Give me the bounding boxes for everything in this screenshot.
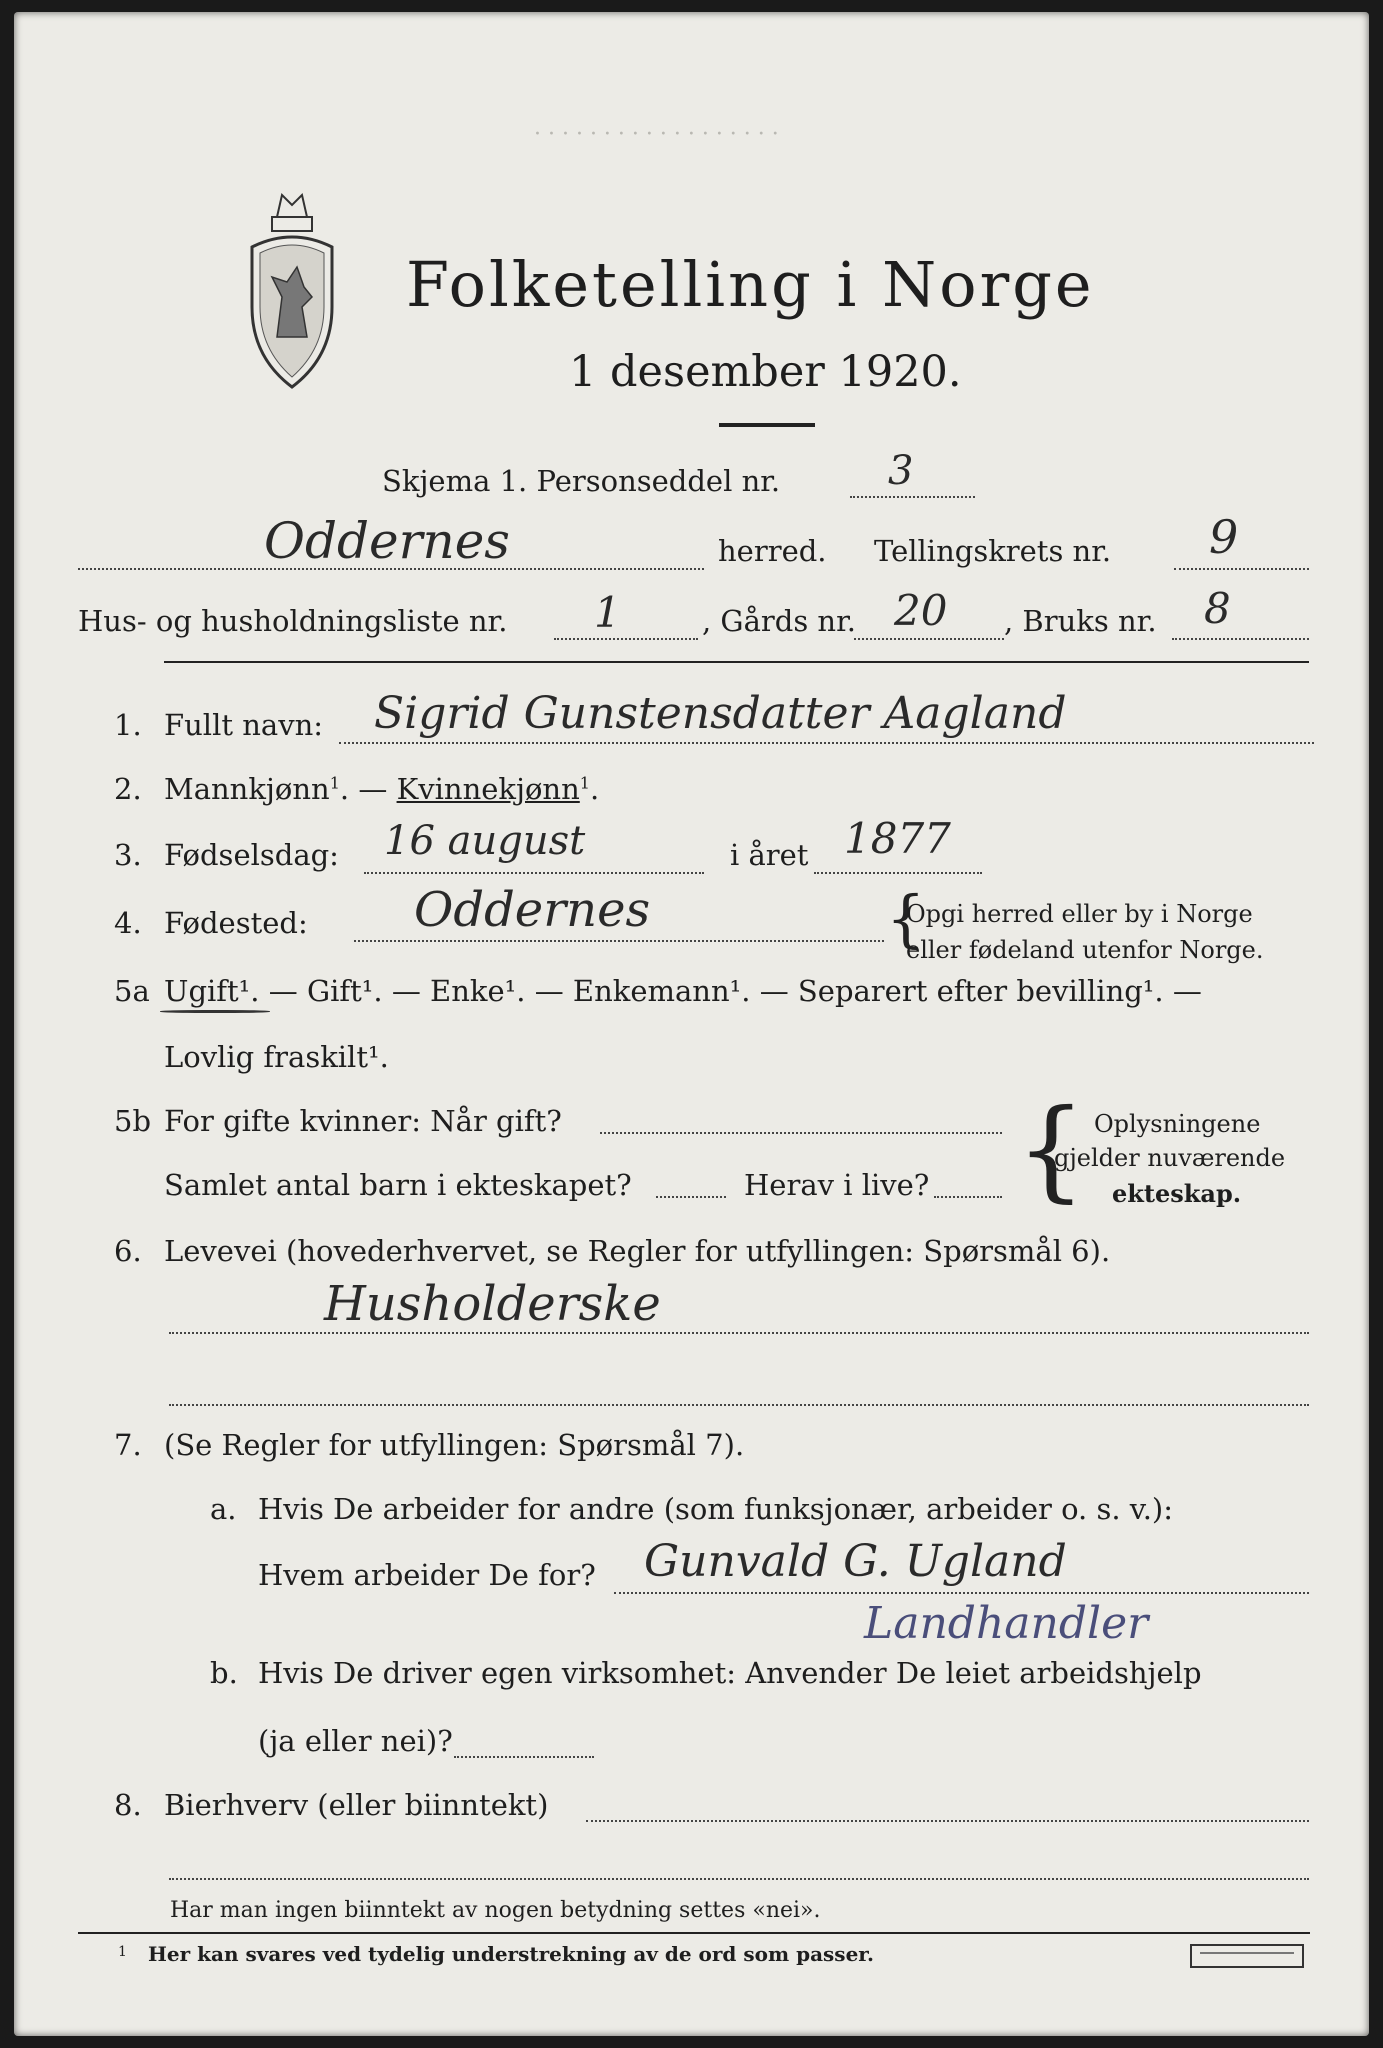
q5b-line1: For gifte kvinner: Når gift? [164,1104,562,1138]
q2-male: Mannkjønn [164,772,330,806]
footer-rule [78,1932,1310,1934]
q2-sep: . — [339,772,388,806]
q4-note-line1: Opgi herred eller by i Norge [906,900,1253,928]
q3-number: 3. [114,838,142,872]
q4-number: 4. [114,906,142,940]
schema-dots [850,496,975,498]
q3-birth-day: 16 august [384,818,586,864]
q6-number: 6. [114,1234,142,1268]
form-title: Folketelling i Norge [406,248,1095,321]
q2-options: Mannkjønn$^1$. — Kvinnekjønn$^1$. [164,772,600,806]
gards-dots [854,638,1004,640]
census-form [14,12,1369,2036]
q2-female: Kvinnekjønn [396,772,580,806]
footnote-mark: 1 [118,1944,127,1960]
q5b-alive-label: Herav i live? [744,1168,930,1202]
q6-occupation: Husholderske [324,1276,661,1332]
q3-year-dots [814,872,982,874]
q8-number: 8. [114,1788,142,1822]
household-number: 1 [594,588,621,637]
q2-number: 2. [114,772,142,806]
q7-number: 7. [114,1428,142,1462]
q5b-children-label: Samlet antal barn i ekteskapet? [164,1168,632,1202]
printer-stamp-icon [1190,1944,1304,1968]
q4-birthplace: Oddernes [414,882,651,938]
q5a-line1: Ugift¹. — Gift¹. — Enke¹. — Enkemann¹. — Separert efter bevilling¹. — [164,974,1202,1008]
q1-full-name: Sigrid Gunstensdatter Aagland [374,688,1067,739]
schema-label: Skjema 1. Personseddel nr. [382,464,781,498]
q4-label: Fødested: [164,906,308,940]
tellingskrets-label: Tellingskrets nr. [874,534,1112,568]
q3-year-label: i året [730,838,809,872]
q5b-note2: gjelder nuværende [1054,1144,1286,1172]
q4-brace: { [886,882,926,955]
q1-number: 1. [114,708,142,742]
q3-day-dots [364,872,704,874]
q1-dots [339,742,1314,744]
bruks-label: , Bruks nr. [1004,604,1157,638]
q6-label: Levevei (hovederhvervet, se Regler for utfyllingen: Spørsmål 6). [164,1234,1111,1268]
q7-label: (Se Regler for utfyllingen: Spørsmål 7). [164,1428,745,1462]
krets-dots [1174,568,1309,570]
q5b-note3: ekteskap. [1112,1179,1242,1208]
gards-number: 20 [894,586,948,635]
household-dots [554,638,698,640]
footnote-text: Her kan svares ved tydelig understrekning av de ord som passer. [148,1942,874,1966]
q7a-line2: Hvem arbeider De for? [258,1558,596,1592]
q7b-line1: Hvis De driver egen virksomhet: Anvender De leiet arbeidshjelp [258,1656,1202,1690]
q3-birth-year: 1877 [844,814,951,863]
herred-label: herred. [718,534,827,568]
q5a-number: 5a [114,974,150,1008]
q7a-employer-title: Landhandler [864,1598,1149,1649]
q8-label: Bierhverv (eller biinntekt) [164,1788,549,1822]
q8-dots-2 [169,1878,1309,1880]
q7b-dots [454,1756,594,1758]
bruks-dots [1172,638,1309,640]
q7a-line1: Hvis De arbeider for andre (som funksjonær, arbeider o. s. v.): [258,1492,1174,1526]
household-label: Hus- og husholdningsliste nr. [78,604,508,638]
q8-dots-1 [586,1820,1309,1822]
header-rule [164,661,1309,663]
q5b-alive-dots [934,1196,1002,1198]
q4-dots [354,940,884,942]
q5b-children-dots [656,1196,726,1198]
q5b-brace: { [1016,1085,1086,1213]
q6-dots-2 [169,1404,1309,1406]
q7b-line2: (ja eller nei)? [258,1724,453,1758]
footer-note: Har man ingen biinntekt av nogen betydning settes «nei». [170,1898,821,1923]
q7a-letter: a. [210,1492,237,1526]
form-date: 1 desember 1920. [569,347,962,397]
q7b-letter: b. [210,1656,238,1690]
q5b-when-dots [600,1132,1002,1134]
bruks-number: 8 [1204,584,1231,633]
tellingskrets-number: 9 [1209,510,1239,564]
gards-label: , Gårds nr. [702,604,856,638]
q5a-line2: Lovlig fraskilt¹. [164,1040,389,1074]
q5b-number: 5b [114,1104,152,1138]
q4-note-line2: eller fødeland utenfor Norge. [906,936,1264,964]
title-rule [719,423,815,427]
herred-value: Oddernes [264,512,510,570]
q5b-note1: Oplysningene [1094,1110,1261,1138]
q6-dots-1 [169,1332,1309,1334]
q3-label: Fødselsdag: [164,838,339,872]
bleed-through: · · · · · · · · · · · · · · · · · · [534,122,779,147]
coat-of-arms-icon [232,187,352,397]
q5a-underline-mark [160,1010,270,1013]
q7a-dots [614,1592,1309,1594]
q1-label: Fullt navn: [164,708,324,742]
q2-end: . [589,772,600,806]
q7a-employer: Gunvald G. Ugland [644,1536,1067,1587]
personseddel-number: 3 [888,448,914,494]
